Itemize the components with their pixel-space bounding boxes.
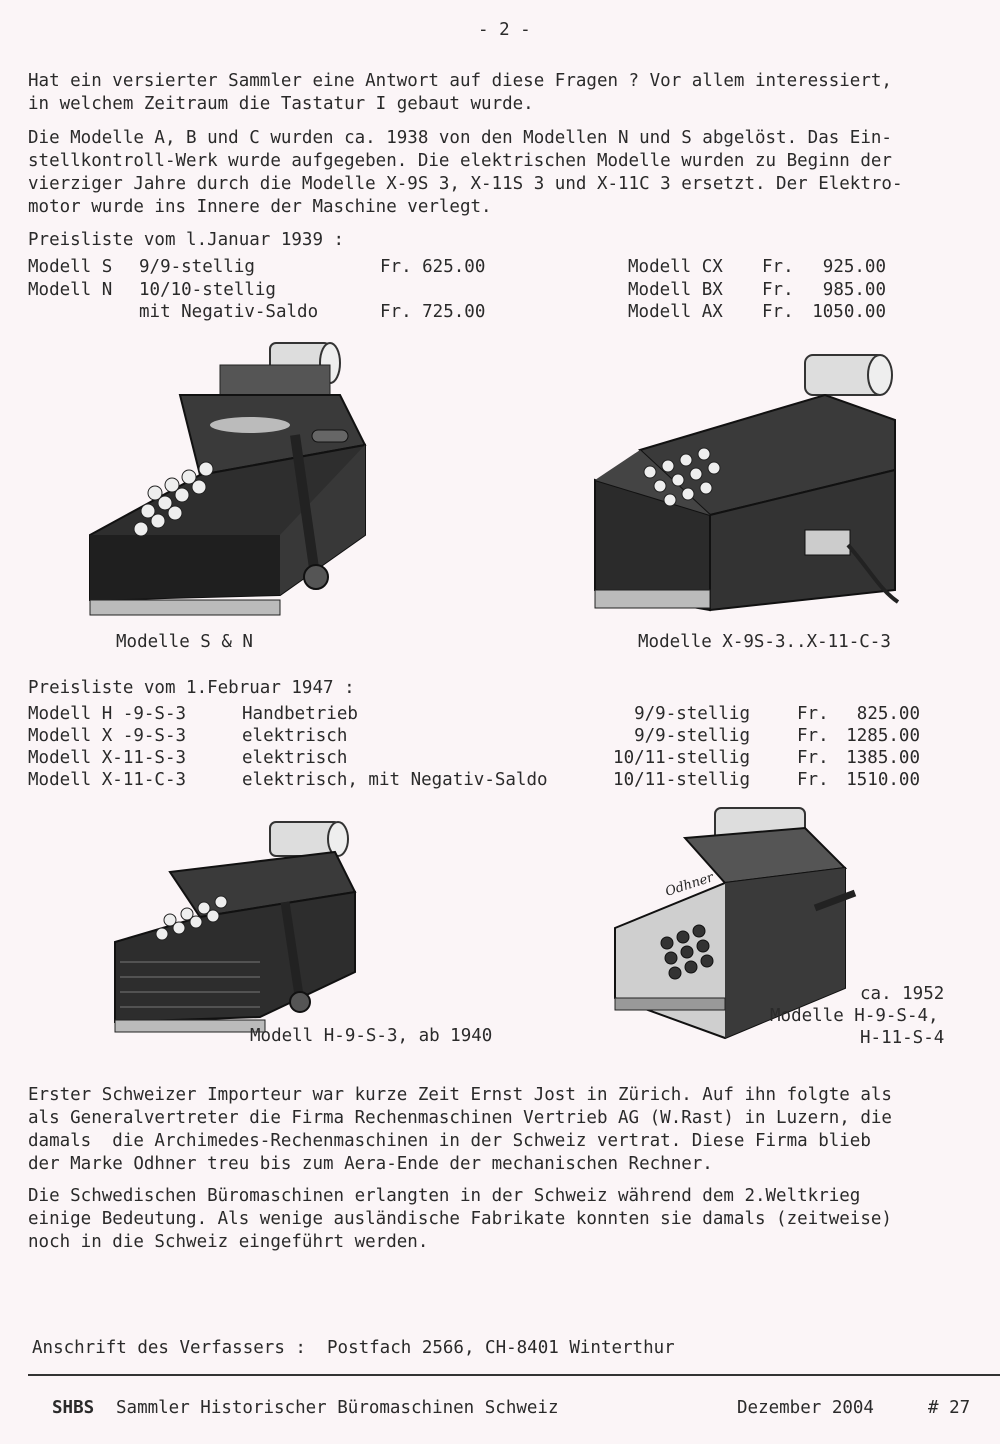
paragraph-line: Die Modelle A, B und C wurden ca. 1938 von den Modellen N und S abgelöst. Das Ein- [28, 128, 892, 148]
price-digits: 9/9-stellig [634, 704, 750, 724]
paragraph-line: noch in die Schweiz eingeführt werden. [28, 1232, 429, 1252]
caption-x-9s-3: Modelle X-9S-3..X-11-C-3 [638, 632, 891, 652]
calculator-h-9s-3-image [110, 812, 370, 1037]
price-value: 925.00 [822, 257, 886, 277]
price-desc: 9/9-stellig [139, 257, 255, 277]
paragraph-line: als Generalvertreter die Firma Rechenmaschinen Vertrieb AG (W.Rast) in Luzern, die [28, 1108, 892, 1128]
paragraph-line: in welchem Zeitraum die Tastatur I gebaut wurde. [28, 94, 534, 114]
price-currency: Fr. [797, 770, 829, 790]
price-currency: Fr. [797, 704, 829, 724]
caption-h-9-s-4-year: ca. 1952 [860, 984, 945, 1004]
price-desc: 10/10-stellig [139, 280, 276, 300]
price-list-1947-heading: Preisliste vom 1.Februar 1947 : [28, 678, 355, 698]
price-currency: Fr. [762, 280, 794, 300]
caption-h-11-s-4-model: H-11-S-4 [860, 1028, 945, 1048]
intro-paragraph [28, 70, 973, 116]
importer-paragraph [28, 1084, 973, 1176]
price-digits: 10/11-stellig [613, 748, 750, 768]
paragraph-line: motor wurde ins Innere der Maschine verlegt. [28, 197, 492, 217]
footer-date: Dezember 2004 [737, 1398, 874, 1418]
price-value: 825.00 [856, 704, 920, 724]
price-desc: mit Negativ-Saldo [139, 302, 319, 322]
price-value: Fr. 725.00 [380, 302, 486, 322]
caption-s-n: Modelle S & N [116, 632, 253, 652]
models-paragraph [28, 127, 973, 219]
price-digits: 10/11-stellig [613, 770, 750, 790]
price-model: Modell H -9-S-3 [28, 704, 187, 724]
price-type: elektrisch [242, 726, 348, 746]
calculator-s-n-image [80, 335, 380, 625]
price-currency: Fr. [762, 257, 794, 277]
price-list-1939-heading: Preisliste vom l.Januar 1939 : [28, 230, 345, 250]
price-value: 1385.00 [846, 748, 920, 768]
price-type: elektrisch, mit Negativ-Saldo [242, 770, 548, 790]
price-model: Modell S [28, 257, 113, 277]
price-value: 1510.00 [846, 770, 920, 790]
caption-h-9-s-3: Modell H-9-S-3, ab 1940 [250, 1026, 493, 1046]
paragraph-line: der Marke Odhner treu bis zum Aera-Ende der mechanischen Rechner. [28, 1154, 713, 1174]
paragraph-line: damals die Archimedes-Rechenmaschinen in der Schweiz vertrat. Diese Firma blieb [28, 1131, 871, 1151]
price-model: Modell CX [628, 257, 723, 277]
caption-h-9-s-4-model: Modelle H-9-S-4, [770, 1006, 939, 1026]
price-value: 1050.00 [812, 302, 886, 322]
price-currency: Fr. [762, 302, 794, 322]
price-model: Modell AX [628, 302, 723, 322]
price-value: 1285.00 [846, 726, 920, 746]
paragraph-line: vierziger Jahre durch die Modelle X-9S 3, X-11S 3 und X-11C 3 ersetzt. Der Elektro- [28, 174, 903, 194]
price-value: Fr. 625.00 [380, 257, 486, 277]
price-value: 985.00 [822, 280, 886, 300]
paragraph-line: Die Schwedischen Büromaschinen erlangten in der Schweiz während dem 2.Weltkrieg [28, 1186, 861, 1206]
price-currency: Fr. [797, 726, 829, 746]
footer-org-name: Sammler Historischer Büromaschinen Schweiz [116, 1398, 559, 1418]
paragraph-line: Erster Schweizer Importeur war kurze Zeit Ernst Jost in Zürich. Auf ihn folgte als [28, 1085, 892, 1105]
price-type: Handbetrieb [242, 704, 358, 724]
price-model: Modell X -9-S-3 [28, 726, 187, 746]
price-model: Modell X-11-C-3 [28, 770, 187, 790]
page-number: - 2 - [478, 20, 531, 40]
odhner-logo: Odhner [663, 870, 716, 900]
footer-issue: # 27 [928, 1398, 971, 1418]
price-currency: Fr. [797, 748, 829, 768]
price-model: Modell BX [628, 280, 723, 300]
paragraph-line: Hat ein versierter Sammler eine Antwort auf diese Fragen ? Vor allem interessiert, [28, 71, 892, 91]
org-short-label: SHBS [52, 1398, 95, 1418]
paragraph-line: einige Bedeutung. Als wenige ausländische Fabrikate konnten sie damals (zeitweise) [28, 1209, 892, 1229]
footer-org-short [52, 1397, 94, 1420]
price-type: elektrisch [242, 748, 348, 768]
price-model: Modell N [28, 280, 113, 300]
calculator-x-9s-3-image [590, 340, 910, 630]
footer-divider [28, 1374, 1000, 1376]
swedish-paragraph [28, 1185, 973, 1254]
price-digits: 9/9-stellig [634, 726, 750, 746]
price-model: Modell X-11-S-3 [28, 748, 187, 768]
paragraph-line: stellkontroll-Werk wurde aufgegeben. Die elektrischen Modelle wurden zu Beginn der [28, 151, 892, 171]
author-address: Anschrift des Verfassers : Postfach 2566, CH-8401 Winterthur [32, 1338, 675, 1358]
